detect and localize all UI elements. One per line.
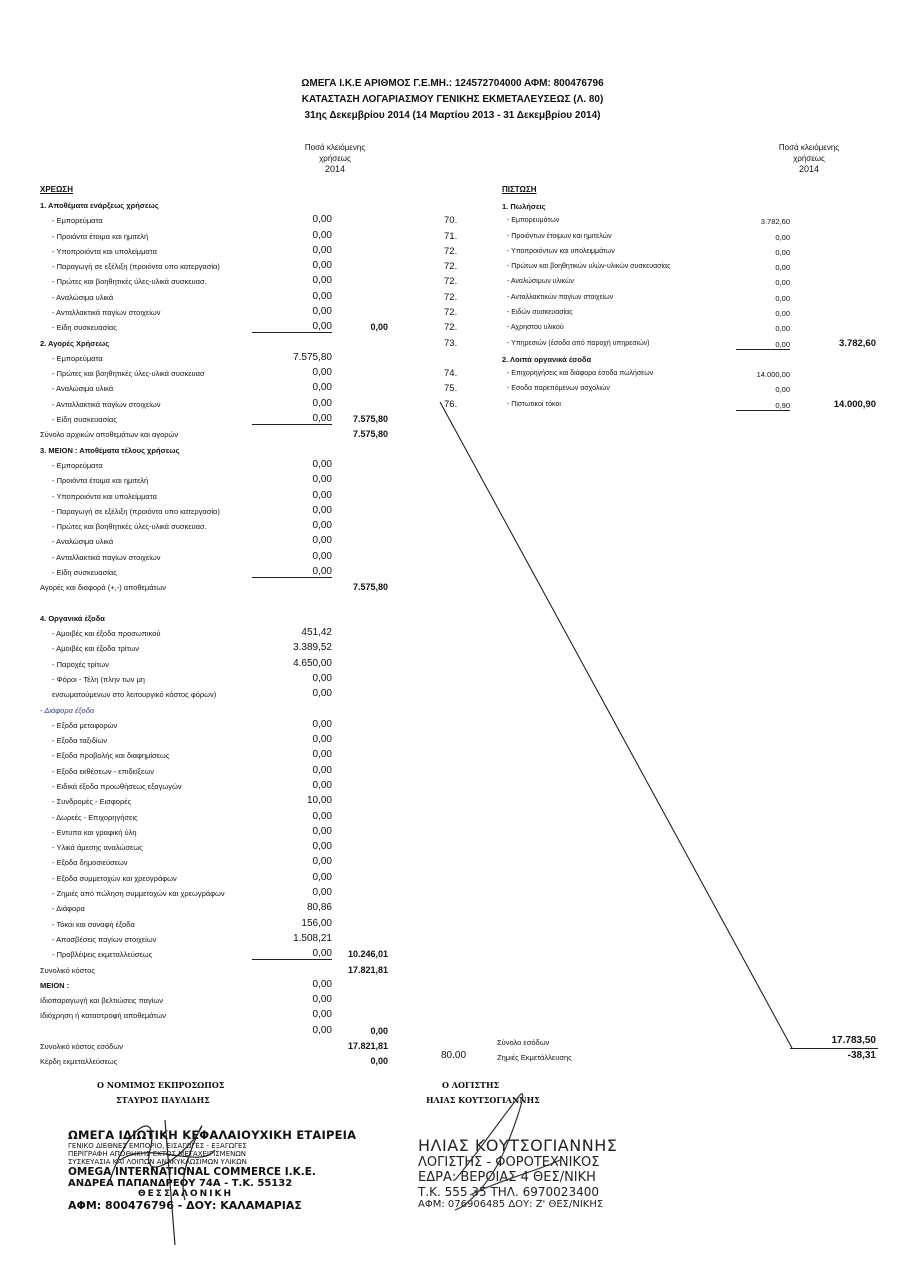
debit-row-amount: 0,00 bbox=[252, 321, 332, 333]
credit-row-amount: 14.000,00 bbox=[756, 370, 790, 380]
debit-row-amount: 0,00 bbox=[312, 749, 332, 761]
debit-row-amount: 0,00 bbox=[312, 290, 332, 302]
debit-colhead-line1: Ποσά κλειόμενης bbox=[304, 143, 366, 152]
credit-row-account-code: 73. bbox=[444, 337, 458, 349]
loss-label: Ζημιές Εκμετάλλευσης bbox=[497, 1053, 572, 1062]
debit-row-label: Συνολικό κόστος bbox=[40, 965, 95, 975]
credit-row-label: - Προιόντων έτοιμων και ημιτελών bbox=[507, 232, 612, 240]
debit-row-label: - Εξοδα συμμετοχών και χρεογράφων bbox=[52, 873, 177, 883]
credit-row-amount: 0,90 bbox=[736, 401, 790, 411]
debit-row-subtotal: 0,00 bbox=[370, 1056, 388, 1067]
credit-row-account-code: 72. bbox=[444, 276, 458, 288]
credit-row-account-code: 72. bbox=[444, 291, 458, 303]
credit-row-amount: 0,00 bbox=[775, 293, 790, 303]
debit-row-subtotal: 17.821,81 bbox=[347, 964, 388, 975]
stamp-company-line2: ΓΕΝΙΚΟ ΔΙΕΘΝΕΣ ΕΜΠΟΡΙΟ, ΕΙΣΑΓΩΓΕΣ - ΕΞΑΓΩΓΕΣ bbox=[68, 1142, 247, 1150]
report-header-line1: ΩΜΕΓΑ Ι.Κ.Ε ΑΡΙΘΜΟΣ Γ.Ε.ΜΗ.: 124572704000 ΑΦΜ: 800476796 bbox=[301, 78, 604, 89]
credit-colhead-line2: χρήσεως bbox=[793, 154, 825, 163]
debit-row-label: - Παροχές τρίτων bbox=[52, 659, 109, 669]
credit-row-label: - Εσοδα παρεπόμενων ασχολιών bbox=[507, 385, 610, 393]
stamp-accountant-line3: ΕΔΡΑ: ΒΕΡΟΙΑΣ 4 ΘΕΣ/ΝΙΚΗ bbox=[418, 1170, 596, 1185]
credit-row-account-code: 72. bbox=[444, 245, 458, 257]
debit-row-amount: 0,00 bbox=[312, 275, 332, 287]
debit-row-subtotal: 17.821,81 bbox=[347, 1040, 388, 1051]
debit-row-amount: 0,00 bbox=[312, 306, 332, 318]
credit-row-label: - Αχρηστου υλικού bbox=[507, 324, 564, 332]
debit-row-amount: 3.389,52 bbox=[293, 642, 332, 654]
debit-row-label: - Αναλώσιμα υλικά bbox=[52, 537, 114, 547]
debit-row-label: 3. ΜΕΙΟΝ : Αποθέματα τέλους χρήσεως bbox=[40, 445, 180, 455]
loss-value: -38,31 bbox=[847, 1050, 876, 1061]
credit-row-label: - Υπηρεσιών (έσοδα από παροχή υπηρεσιών) bbox=[507, 339, 650, 347]
debit-row-amount: 0,00 bbox=[312, 550, 332, 562]
credit-row-label: - Υποπροιόντων και υπολειμμάτων bbox=[507, 247, 615, 255]
debit-row-amount: 4.650,00 bbox=[293, 657, 332, 669]
debit-row-subtotal: 7.575,80 bbox=[352, 429, 388, 440]
debit-row-label: 2. Αγορές Χρήσεως bbox=[40, 338, 110, 348]
credit-row-account-code: 72. bbox=[444, 307, 458, 319]
report-header-line3: 31ης Δεκεμβρίου 2014 (14 Μαρτίου 2013 - 31 Δεκεμβρίου 2014) bbox=[304, 110, 601, 121]
debit-row-label: - Διάφορα έξοδα bbox=[40, 705, 95, 715]
debit-row-label: 4. Οργανικά έξοδα bbox=[40, 613, 105, 623]
stamp-accountant-line2: ΛΟΓΙΣΤΗΣ - ΦΟΡΟΤΕΧΝΙΚΟΣ bbox=[418, 1155, 600, 1170]
debit-row-label: - Παραγωγή σε εξέλιξη (προιόντα υπο κατεργασία) bbox=[52, 506, 220, 516]
debit-row-amount: 0,00 bbox=[312, 734, 332, 746]
debit-row-label: - Ζημιές από πώληση συμμετοχών και χρεωγράφων bbox=[52, 889, 225, 899]
debit-row-label: - Εμπορεύματα bbox=[52, 460, 103, 470]
debit-row-label: - Αμοιβές και έξοδα προσωπικού bbox=[52, 629, 161, 639]
report-header-line2: ΚΑΤΑΣΤΑΣΗ ΛΟΓΑΡΙΑΣΜΟΥ ΓΕΝΙΚΗΣ ΕΚΜΕΤΑΛΕΥΣΕΩΣ (Λ. 80) bbox=[301, 94, 604, 105]
debit-row-label: Ιδιόχρηση ή καταστροφή αποθεμάτων bbox=[40, 1011, 166, 1021]
credit-row-account-code: 74. bbox=[444, 368, 458, 380]
debit-row-label: - Εντυπα και γραφική ύλη bbox=[52, 827, 137, 837]
debit-row-subtotal: 0,00 bbox=[370, 322, 388, 333]
debit-row-label: Σύνολο αρχικών αποθεμάτων και αγορών bbox=[40, 430, 179, 440]
credit-row-amount: 0,00 bbox=[775, 247, 790, 257]
debit-row-amount: 10,00 bbox=[306, 795, 332, 807]
debit-row-amount: 0,00 bbox=[312, 994, 332, 1006]
debit-row-amount: 80,86 bbox=[306, 902, 332, 914]
debit-row-amount: 156,00 bbox=[301, 917, 332, 929]
debit-row-label: - Διάφορα bbox=[52, 904, 85, 914]
debit-row-label: - Πρώτες και βοηθητικές ύλες-υλικά συσκευασ bbox=[52, 369, 205, 379]
debit-row-label: - Τόκοι και συναφή έξοδα bbox=[52, 919, 135, 929]
stamp-accountant-line1: ΗΛΙΑΣ ΚΟΥΤΣΟΓΙΑΝΝΗΣ bbox=[418, 1136, 618, 1155]
credit-row-account-code: 76. bbox=[444, 398, 458, 410]
debit-row-label: - Πρώτες και βοηθητικές ύλες-υλικά συσκευασ. bbox=[52, 277, 207, 287]
credit-row-label: - Εμπορευμάτων bbox=[507, 217, 560, 225]
debit-row-amount: 0,00 bbox=[312, 244, 332, 256]
debit-row-amount: 0,00 bbox=[312, 1024, 332, 1036]
debit-row-amount: 0,00 bbox=[312, 978, 332, 990]
debit-row-label: - Αναλώσιμα υλικά bbox=[52, 384, 114, 394]
debit-row-amount: 0,00 bbox=[312, 489, 332, 501]
stamp-accountant-line4: Τ.Κ. 555 35 ΤΗΛ. 6970023400 bbox=[418, 1185, 599, 1199]
debit-row-amount: 0,00 bbox=[312, 1009, 332, 1021]
debit-row-subtotal: 7.575,80 bbox=[352, 414, 388, 425]
debit-row-amount: 0,00 bbox=[312, 535, 332, 547]
debit-row-amount: 0,00 bbox=[312, 458, 332, 470]
debit-row-label: - Προιόντα έτοιμα και ημιτελή bbox=[52, 476, 149, 486]
debit-row-amount: 0,00 bbox=[312, 856, 332, 868]
debit-row-subtotal: 7.575,80 bbox=[352, 582, 388, 593]
debit-row-label: Ιδιοπαραγωγή και βελτιώσεις παγίων bbox=[40, 996, 164, 1006]
credit-row-account-code: 70. bbox=[444, 215, 458, 227]
credit-row-amount: 0,00 bbox=[775, 324, 790, 334]
debit-row-amount: 0,00 bbox=[312, 825, 332, 837]
credit-row-subtotal: 14.000,90 bbox=[833, 398, 876, 410]
debit-row-label: - Αποσβέσεις παγίων στοιχείων bbox=[52, 934, 157, 944]
debit-row-subtotal: 0,00 bbox=[370, 1025, 388, 1036]
debit-row-amount: 0,00 bbox=[312, 672, 332, 684]
debit-row-amount: 0,00 bbox=[312, 841, 332, 853]
debit-row-label: Κέρδη εκμεταλλεύσεως bbox=[40, 1057, 118, 1067]
debit-row-amount: 451,42 bbox=[301, 627, 332, 639]
debit-row-label: - Εμπορεύματα bbox=[52, 216, 103, 226]
credit-colhead-year: 2014 bbox=[798, 164, 820, 174]
rep-signature-scribble bbox=[110, 1120, 215, 1245]
debit-row-amount: 0,00 bbox=[312, 382, 332, 394]
stamp-company-line3: ΠΕΡΙΓΡΑΦΗ ΑΠΟΘΗΚΗΣ ΕΚΤΟΣ ΜΕΤΑΧΕΙΡΙΣΜΕΝΩΝ bbox=[68, 1150, 246, 1158]
debit-row-label: - Αναλώσιμα υλικά bbox=[52, 292, 114, 302]
debit-row-amount: 0,00 bbox=[312, 887, 332, 899]
debit-row-label: - Είδη συσκευασίας bbox=[52, 567, 117, 577]
credit-row-label: 1. Πωλήσεις bbox=[502, 202, 546, 211]
debit-row-label: - Ειδικά έξοδα προωθήσεως εξαγωγών bbox=[52, 782, 182, 792]
debit-row-label: ενσωματούμενων στο λειτουργικό κόστος φόρων) bbox=[52, 690, 217, 700]
stamp-company-line8: ΑΦΜ: 800476796 - ΔΟΥ: ΚΑΛΑΜΑΡΙΑΣ bbox=[68, 1199, 302, 1212]
debit-row-label: - Πρώτες και βοηθητικές ύλες-υλικά συσκευασ. bbox=[52, 522, 207, 532]
debit-row-amount: 0,00 bbox=[252, 948, 332, 960]
debit-row-label: - Εξοδα εκθέσεων - επιδείξεων bbox=[52, 766, 154, 776]
credit-row-label: - Πιστωτικοί τόκοι bbox=[507, 400, 561, 408]
credit-row-account-code: 72. bbox=[444, 322, 458, 334]
debit-row-amount: 0,00 bbox=[312, 520, 332, 532]
accountant-name: ΗΛΙΑΣ ΚΟΥΤΣΟΓΙΑΝΝΗΣ bbox=[426, 1095, 540, 1105]
credit-row-label: 2. Λοιπά οργανικά έσοδα bbox=[502, 354, 592, 364]
debit-row-label: - Προιόντα έτοιμα και ημιτελή bbox=[52, 231, 149, 241]
accountant-signature-scribble bbox=[455, 1094, 560, 1210]
debit-row-amount: 0,00 bbox=[312, 871, 332, 883]
debit-row-label: - Είδη συσκευασίας bbox=[52, 323, 117, 333]
stamp-company-line1: ΩΜΕΓΑ ΙΔΙΩΤΙΚΗ ΚΕΦΑΛΑΙΟΥΧΙΚΗ ΕΤΑΙΡΕΙΑ bbox=[68, 1128, 357, 1142]
debit-row-label: - Ανταλλακτικά παγίων στοιχείων bbox=[52, 308, 161, 318]
debit-row-label: 1. Αποθέματα ενάρξεως χρήσεως bbox=[40, 201, 159, 210]
loss-code: 80.00 bbox=[441, 1050, 467, 1061]
debit-row-amount: 0,00 bbox=[312, 214, 332, 226]
credit-row-account-code: 71. bbox=[444, 230, 458, 242]
debit-row-label: - Είδη συσκευασίας bbox=[52, 415, 117, 425]
accountant-title: Ο ΛΟΓΙΣΤΗΣ bbox=[442, 1080, 500, 1090]
credit-row-account-code: 72. bbox=[444, 261, 458, 273]
debit-row-label: - Παραγωγή σε εξέλιξη (προιόντα υπο κατεργασία) bbox=[52, 262, 220, 272]
debit-row-amount: 0,00 bbox=[312, 504, 332, 516]
stamp-company-line5: OMEGA INTERNATIONAL COMMERCE I.K.E. bbox=[68, 1166, 316, 1178]
debit-row-amount: 0,00 bbox=[312, 764, 332, 776]
debit-row-label: Αγορές και διαφορά (+,-) αποθεμάτων bbox=[40, 583, 166, 593]
debit-row-amount: 1.508,21 bbox=[293, 932, 332, 944]
debit-row-amount: 0,00 bbox=[312, 367, 332, 379]
credit-row-label: - Επιχορηγήσεις και διάφορα έσοδα πωλήσεων bbox=[507, 370, 654, 378]
credit-row-label: - Αναλώσιμων υλικών bbox=[507, 278, 574, 286]
debit-row-amount: 0,00 bbox=[252, 413, 332, 425]
credit-row-amount: 0,00 bbox=[775, 278, 790, 288]
debit-row-amount: 7.575,80 bbox=[293, 351, 332, 363]
debit-row-label: - Εμπορεύματα bbox=[52, 353, 103, 363]
credit-row-amount: 0,00 bbox=[775, 385, 790, 395]
debit-row-amount: 0,00 bbox=[252, 566, 332, 578]
debit-row-amount: 0,00 bbox=[312, 260, 332, 272]
debit-row-label: - Αμοιβές και έξοδα τρίτων bbox=[52, 644, 140, 654]
debit-row-label: - Προβλέψεις εκμεταλλεύσεως bbox=[52, 950, 153, 960]
debit-row-amount: 0,00 bbox=[312, 780, 332, 792]
debit-row-amount: 0,00 bbox=[312, 229, 332, 241]
debit-row-amount: 0,00 bbox=[312, 397, 332, 409]
debit-row-label: Συνολικό κόστος εσόδων bbox=[40, 1041, 123, 1051]
debit-row-label: - Συνδρομές - Εισφορές bbox=[52, 797, 132, 807]
debit-row-label: - Υποπροιόντα και υπολείμματα bbox=[52, 491, 157, 501]
credit-row-account-code: 75. bbox=[444, 383, 458, 395]
credit-total-label: Σύνολο εσόδων bbox=[497, 1038, 550, 1047]
debit-row-label: - Ανταλλακτικά παγίων στοιχείων bbox=[52, 399, 161, 409]
debit-colhead-line2: χρήσεως bbox=[319, 154, 351, 163]
credit-colhead-line1: Ποσά κλειόμενης bbox=[778, 143, 840, 152]
debit-row-label: - Φόροι - Τέλη (πλην των μη bbox=[52, 674, 145, 684]
debit-row-amount: 0,00 bbox=[312, 474, 332, 486]
stamp-company-line6: ΑΝΔΡΕΑ ΠΑΠΑΝΔΡΕΟΥ 74Α - Τ.Κ. 55132 bbox=[68, 1178, 293, 1189]
credit-row-amount: 0,00 bbox=[775, 309, 790, 319]
stamp-company-line7: ΘΕΣΣΑΛΟΝΙΚΗ bbox=[138, 1189, 234, 1199]
debit-row-subtotal: 10.246,01 bbox=[347, 949, 388, 960]
credit-row-amount: 3.782,60 bbox=[760, 217, 790, 227]
debit-row-label: - Εξοδα δημοσιεύσεων bbox=[52, 858, 128, 868]
debit-row-label: - Υλικά άμεσης αναλώσεως bbox=[52, 843, 143, 853]
credit-row-amount: 0,00 bbox=[775, 232, 790, 242]
debit-colhead-year: 2014 bbox=[324, 164, 346, 174]
debit-row-label: - Εξοδα προβολής και διαφημίσεως bbox=[52, 751, 170, 761]
debit-row-label: - Υποπροιόντα και υπολείμματα bbox=[52, 246, 157, 256]
credit-row-amount: 0,00 bbox=[736, 340, 790, 350]
credit-row-label: - Ειδών συσκευασίας bbox=[507, 309, 573, 317]
debit-row-label: ΜΕΙΟΝ : bbox=[40, 980, 70, 990]
stamp-company-line4: ΣΥΣΚΕΥΑΣΙΑ ΚΑΙ ΛΟΙΠΩΝ ΑΝΑΚΥΚΛΩΣΙΜΩΝ ΥΛΙΚΩΝ bbox=[68, 1158, 247, 1166]
credit-row-subtotal: 3.782,60 bbox=[839, 337, 876, 349]
debit-row-label: - Ανταλλακτικά παγίων στοιχείων bbox=[52, 552, 161, 562]
debit-row-amount: 0,00 bbox=[312, 810, 332, 822]
credit-row-label: - Ανταλλακτικών παγίων στοιχείων bbox=[507, 293, 614, 301]
debit-row-label: - Δωρεές - Επιχορηγήσεις bbox=[52, 812, 138, 822]
stamp-accountant-line5: ΑΦΜ: 076906485 ΔΟΥ: Ζ' ΘΕΣ/ΝΙΚΗΣ bbox=[418, 1199, 604, 1210]
rep-name: ΣΤΑΥΡΟΣ ΠΑΥΛΙΔΗΣ bbox=[116, 1095, 210, 1105]
debit-row-amount: 0,00 bbox=[312, 718, 332, 730]
rep-title: Ο ΝΟΜΙΜΟΣ ΕΚΠΡΟΣΩΠΟΣ bbox=[97, 1080, 225, 1090]
credit-row-label: - Πρώτων και βοηθητικών υλών-υλικών συσκευασίας bbox=[507, 263, 671, 271]
debit-row-label: - Εξοδα μεταφορών bbox=[52, 720, 118, 730]
credit-total-value: 17.783,50 bbox=[831, 1035, 876, 1046]
debit-row-amount: 0,00 bbox=[312, 688, 332, 700]
credit-row-amount: 0,00 bbox=[775, 263, 790, 273]
debit-title: ΧΡΕΩΣΗ bbox=[40, 185, 73, 194]
credit-title: ΠΙΣΤΩΣΗ bbox=[502, 185, 537, 194]
debit-row-label: - Εξοδα ταξιδίων bbox=[52, 736, 108, 746]
